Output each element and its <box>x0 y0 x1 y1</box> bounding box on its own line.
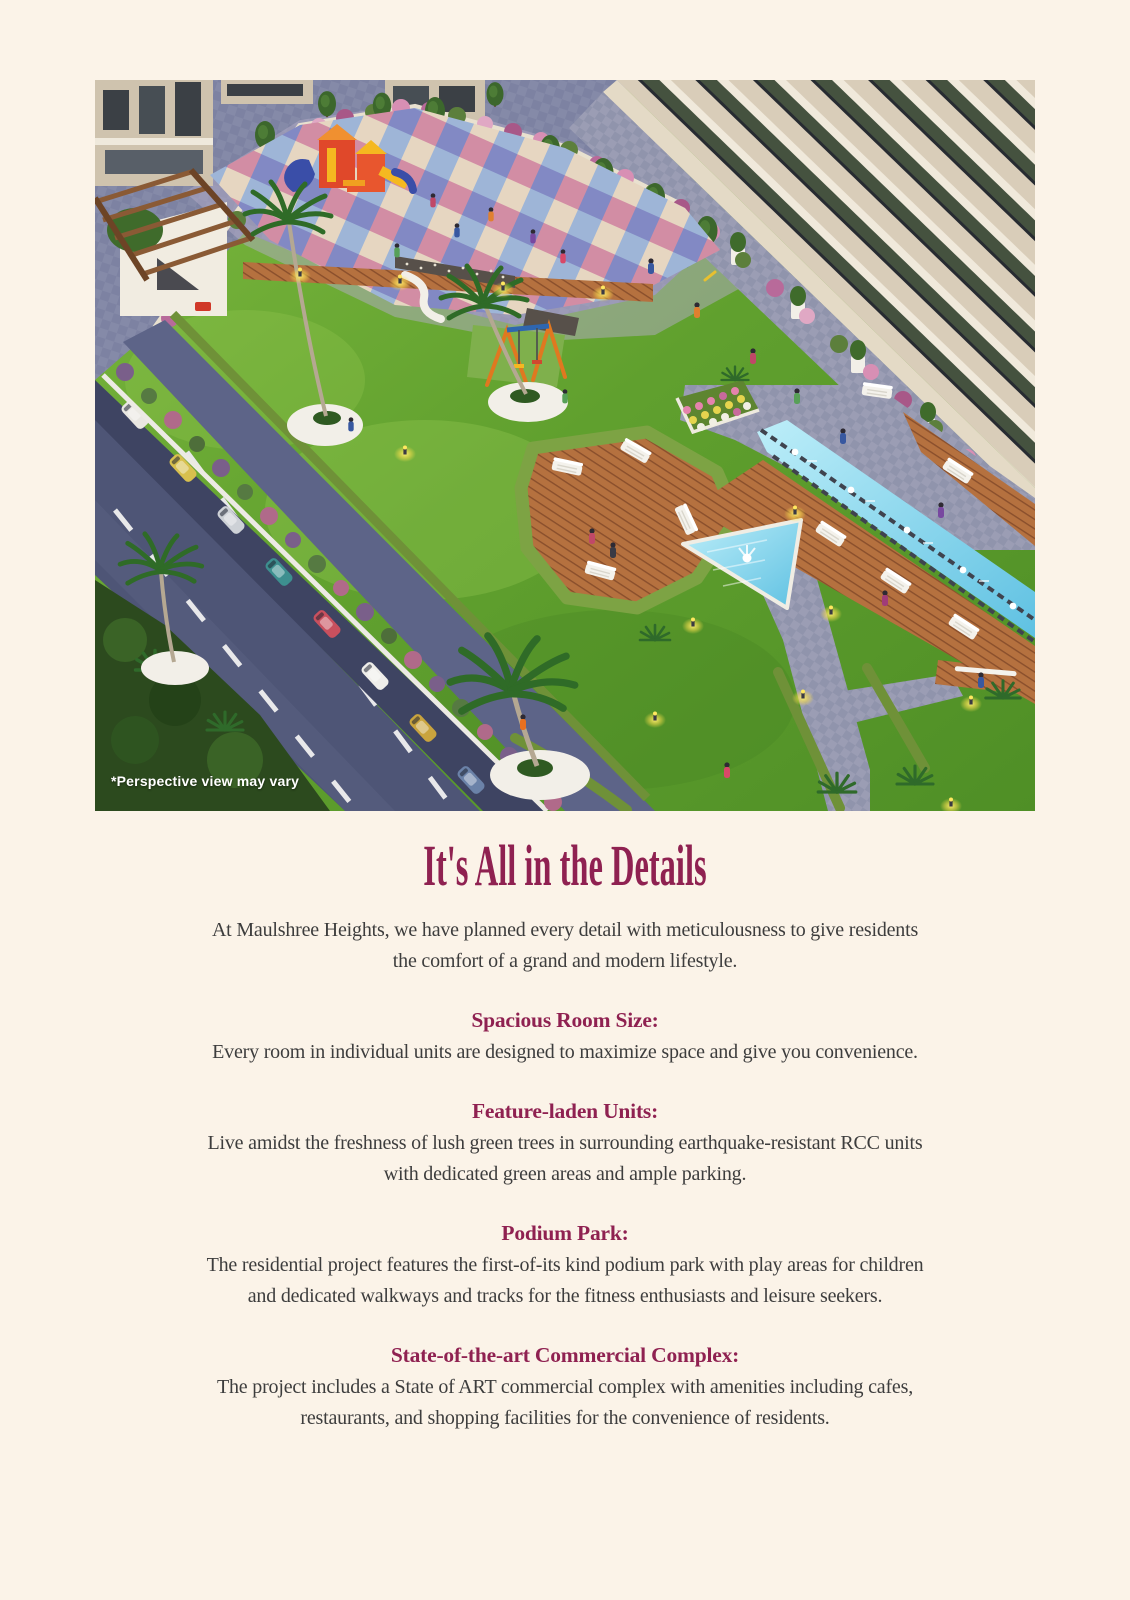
toy-car <box>195 302 211 311</box>
section-line: Every room in individual units are designed to maximize space and give you convenience. <box>212 1041 918 1063</box>
intro-line: At Maulshree Heights, we have planned every detail with meticulousness to give residents <box>211 919 919 941</box>
section-feature-laden-units <box>0 1096 1130 1190</box>
section-heading: Spacious Room Size: <box>471 1008 659 1032</box>
page-title: It's All in the Details <box>423 833 707 898</box>
perspective-disclaimer: *Perspective view may vary <box>111 773 300 789</box>
section-line: The residential project features the first-of-its kind podium park with play areas for children <box>206 1254 924 1276</box>
section-paragraph <box>0 1128 1130 1190</box>
section-paragraph <box>0 1372 1130 1434</box>
section-line: with dedicated green areas and ample parking. <box>383 1163 747 1185</box>
intro-line: the comfort of a grand and modern lifestyle. <box>392 950 738 972</box>
section-line: and dedicated walkways and tracks for the fitness enthusiasts and leisure seekers. <box>247 1285 883 1307</box>
hero-rendering <box>95 80 1035 811</box>
section-paragraph <box>0 1037 1130 1068</box>
section-heading: Podium Park: <box>501 1221 629 1245</box>
section-podium-park <box>0 1218 1130 1312</box>
copy-block <box>0 811 1130 1434</box>
section-spacious-room-size <box>0 1005 1130 1068</box>
section-commercial-complex <box>0 1340 1130 1434</box>
podium-park-illustration <box>95 80 1035 811</box>
section-line: restaurants, and shopping facilities for the convenience of residents. <box>300 1407 830 1429</box>
section-line: Live amidst the freshness of lush green trees in surrounding earthquake-resistant RCC units <box>207 1132 923 1154</box>
section-line: The project includes a State of ART commercial complex with amenities including cafes, <box>216 1376 913 1398</box>
section-paragraph <box>0 1250 1130 1312</box>
intro-paragraph <box>0 915 1130 977</box>
section-heading: Feature-laden Units: <box>471 1099 659 1123</box>
section-heading: State-of-the-art Commercial Complex: <box>390 1343 740 1367</box>
